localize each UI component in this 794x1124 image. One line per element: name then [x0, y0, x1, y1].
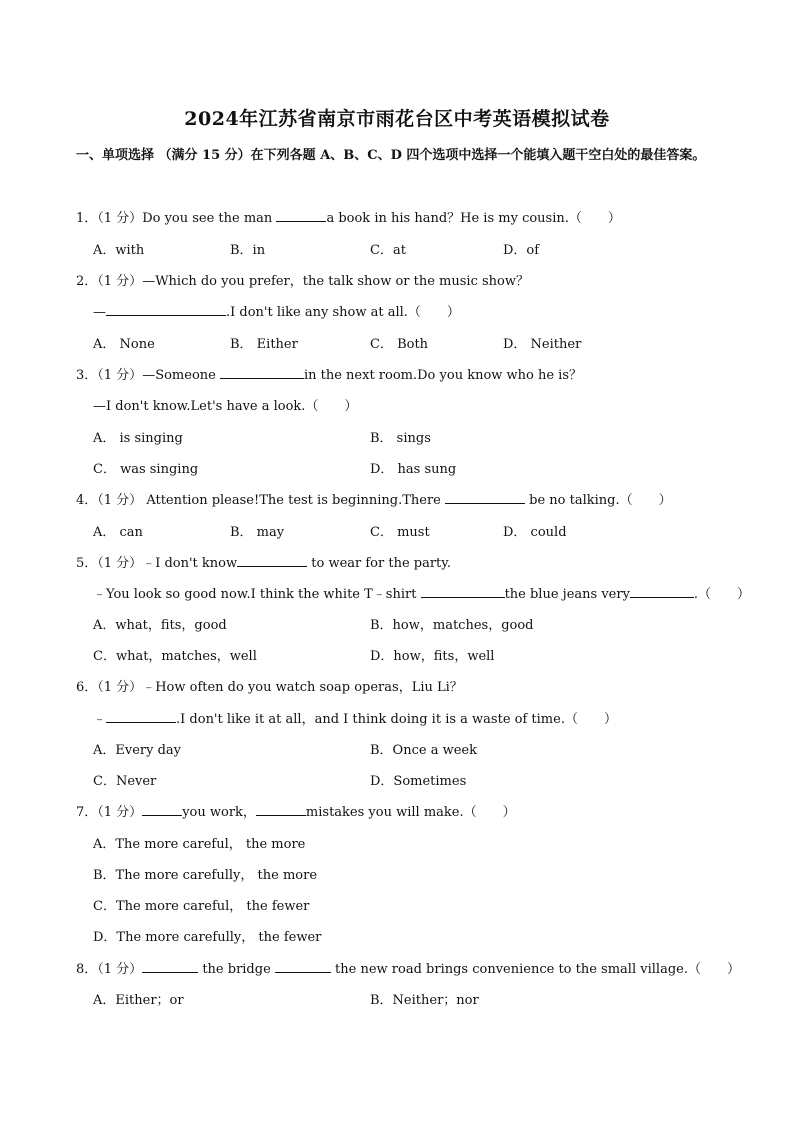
option-1c: C．at [370, 243, 406, 258]
blank [237, 554, 307, 567]
option-8b: B．Neither；nor [370, 993, 479, 1008]
option-8a: A．Either；or [93, 993, 184, 1008]
option-1b: B．in [230, 243, 266, 258]
question-3: 3．（1 分）—Someone in the next room.Do you know who he is？ [76, 368, 583, 383]
option-3a: A． is singing [93, 431, 183, 446]
option-5c: C．what，matches，well [93, 649, 257, 664]
question-5: 5．（1 分）﹣I don't know to wear for the party. [76, 556, 452, 571]
option-6a: A．Every day [93, 743, 182, 758]
option-2c: C． Both [370, 337, 429, 352]
option-2d: D． Neither [503, 337, 582, 352]
question-6-line2: ﹣ .I don't like it at all，and I think doing it is a waste of time.（ ） [93, 712, 617, 727]
question-8: 8．（1 分） the bridge the new road brings convenience to the small village.（ ） [76, 962, 740, 977]
option-4d: D． could [503, 525, 567, 540]
option-3b: B． sings [370, 431, 431, 446]
option-7a: A．The more careful， the more [93, 837, 306, 852]
blank [445, 491, 525, 504]
blank [106, 303, 226, 316]
blank [220, 366, 304, 379]
question-2-line2: — .I don't like any show at all.（ ） [93, 305, 460, 320]
option-5a: A．what，fits，good [93, 618, 227, 633]
question-5-line2: ﹣You look so good now.I think the white T﹣shirt the blue jeans very .（ ） [93, 587, 751, 602]
option-5d: D．how，fits，well [370, 649, 495, 664]
blank [421, 585, 505, 598]
option-7c: C．The more careful， the fewer [93, 899, 310, 914]
section-heading: 一、单项选择 （满分 15 分）在下列各题 A、B、C、D 四个选项中选择一个能填入题干空白处的最佳答案。 [76, 148, 706, 163]
blank [106, 710, 176, 723]
option-1d: D．of [503, 243, 540, 258]
option-7d: D．The more carefully， the fewer [93, 930, 322, 945]
option-4b: B． may [230, 525, 285, 540]
blank [276, 209, 326, 222]
blank [142, 803, 182, 816]
option-2b: B． Either [230, 337, 298, 352]
option-1a: A．with [93, 243, 145, 258]
option-4c: C． must [370, 525, 430, 540]
question-3-line2: —I don't know.Let's have a look.（ ） [93, 399, 358, 414]
option-6c: C．Never [93, 774, 157, 789]
question-2: 2．（1 分）—Which do you prefer，the talk show or the music show？ [76, 274, 530, 289]
blank [142, 960, 198, 973]
question-1: 1．（1 分）Do you see the man a book in his hand？He is my cousin.（ ） [76, 211, 621, 226]
option-7b: B．The more carefully， the more [93, 868, 318, 883]
question-7: 7．（1 分） you work， mistakes you will make.（ ） [76, 805, 516, 820]
blank [275, 960, 331, 973]
option-5b: B．how，matches，good [370, 618, 534, 633]
option-4a: A． can [93, 525, 143, 540]
option-3c: C． was singing [93, 462, 199, 477]
option-6d: D．Sometimes [370, 774, 467, 789]
option-6b: B．Once a week [370, 743, 477, 758]
question-6: 6．（1 分）﹣How often do you watch soap operas，Liu Li？ [76, 680, 463, 695]
option-3d: D． has sung [370, 462, 457, 477]
blank [630, 585, 694, 598]
exam-title: 2024年江苏省南京市雨花台区中考英语模拟试卷 [184, 108, 610, 130]
option-2a: A． None [93, 337, 155, 352]
blank [256, 803, 306, 816]
question-4: 4．（1 分） Attention please!The test is beginning.There be no talking.（ ） [76, 493, 672, 508]
